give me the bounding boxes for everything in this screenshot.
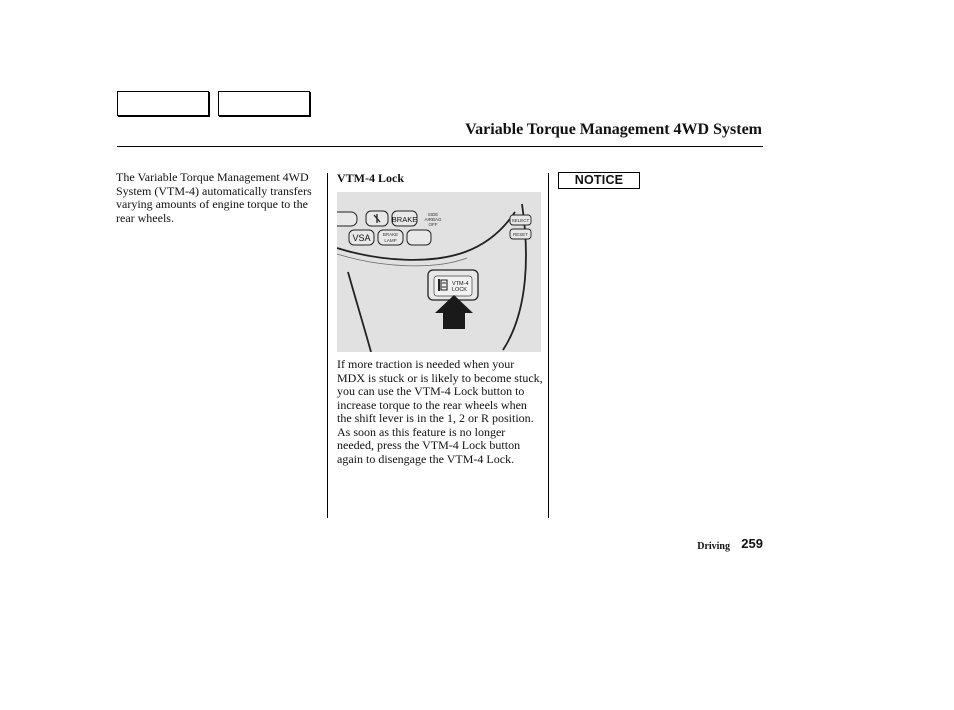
side-airbag-label-3: OFF — [428, 222, 438, 227]
vtm4-button-label-1: VTM-4 — [452, 281, 469, 287]
notice-badge: NOTICE — [558, 172, 640, 189]
side-airbag-label-2: AIRBAG — [424, 217, 442, 222]
column-divider-1 — [327, 173, 328, 518]
vtm4-lock-paragraph: If more traction is needed when your MDX is stuck or is likely to become stuck, you can use the VTM-4 Lock button to increase torque to the rear wheels when the shift lever is in the 1, 2 or R position. As soon as this feature is no longer needed, press the VTM-4 Lock button again to disengage the VTM-4 Lock. — [337, 357, 543, 466]
section-heading: VTM-4 Lock — [337, 171, 404, 185]
intro-paragraph: The Variable Torque Management 4WD System (VTM-4) automatically transfers varying amounts of engine torque to the rear wheels. — [116, 170, 312, 225]
nav-button-2[interactable] — [218, 91, 310, 116]
brake-indicator-label: BRAKE — [391, 215, 418, 224]
vsa-indicator-label: VSA — [352, 233, 371, 243]
nav-button-1[interactable] — [117, 91, 209, 116]
brake-lamp-label-2: LAMP — [384, 238, 397, 243]
vtm4-button-label-2: LOCK — [452, 287, 467, 293]
brake-lamp-label-1: BRAKE — [382, 232, 399, 237]
select-button-label: SELECT — [511, 218, 530, 223]
column-divider-2 — [548, 173, 549, 518]
header-rule — [117, 146, 763, 147]
page-number: 259 — [741, 536, 763, 551]
reset-button-label: RESET — [512, 232, 529, 237]
page-title: Variable Torque Management 4WD System — [465, 121, 762, 138]
vtm4-lock-figure — [337, 192, 541, 352]
footer-section-label: Driving — [697, 541, 730, 552]
side-airbag-label-1: SIDE — [427, 212, 439, 217]
